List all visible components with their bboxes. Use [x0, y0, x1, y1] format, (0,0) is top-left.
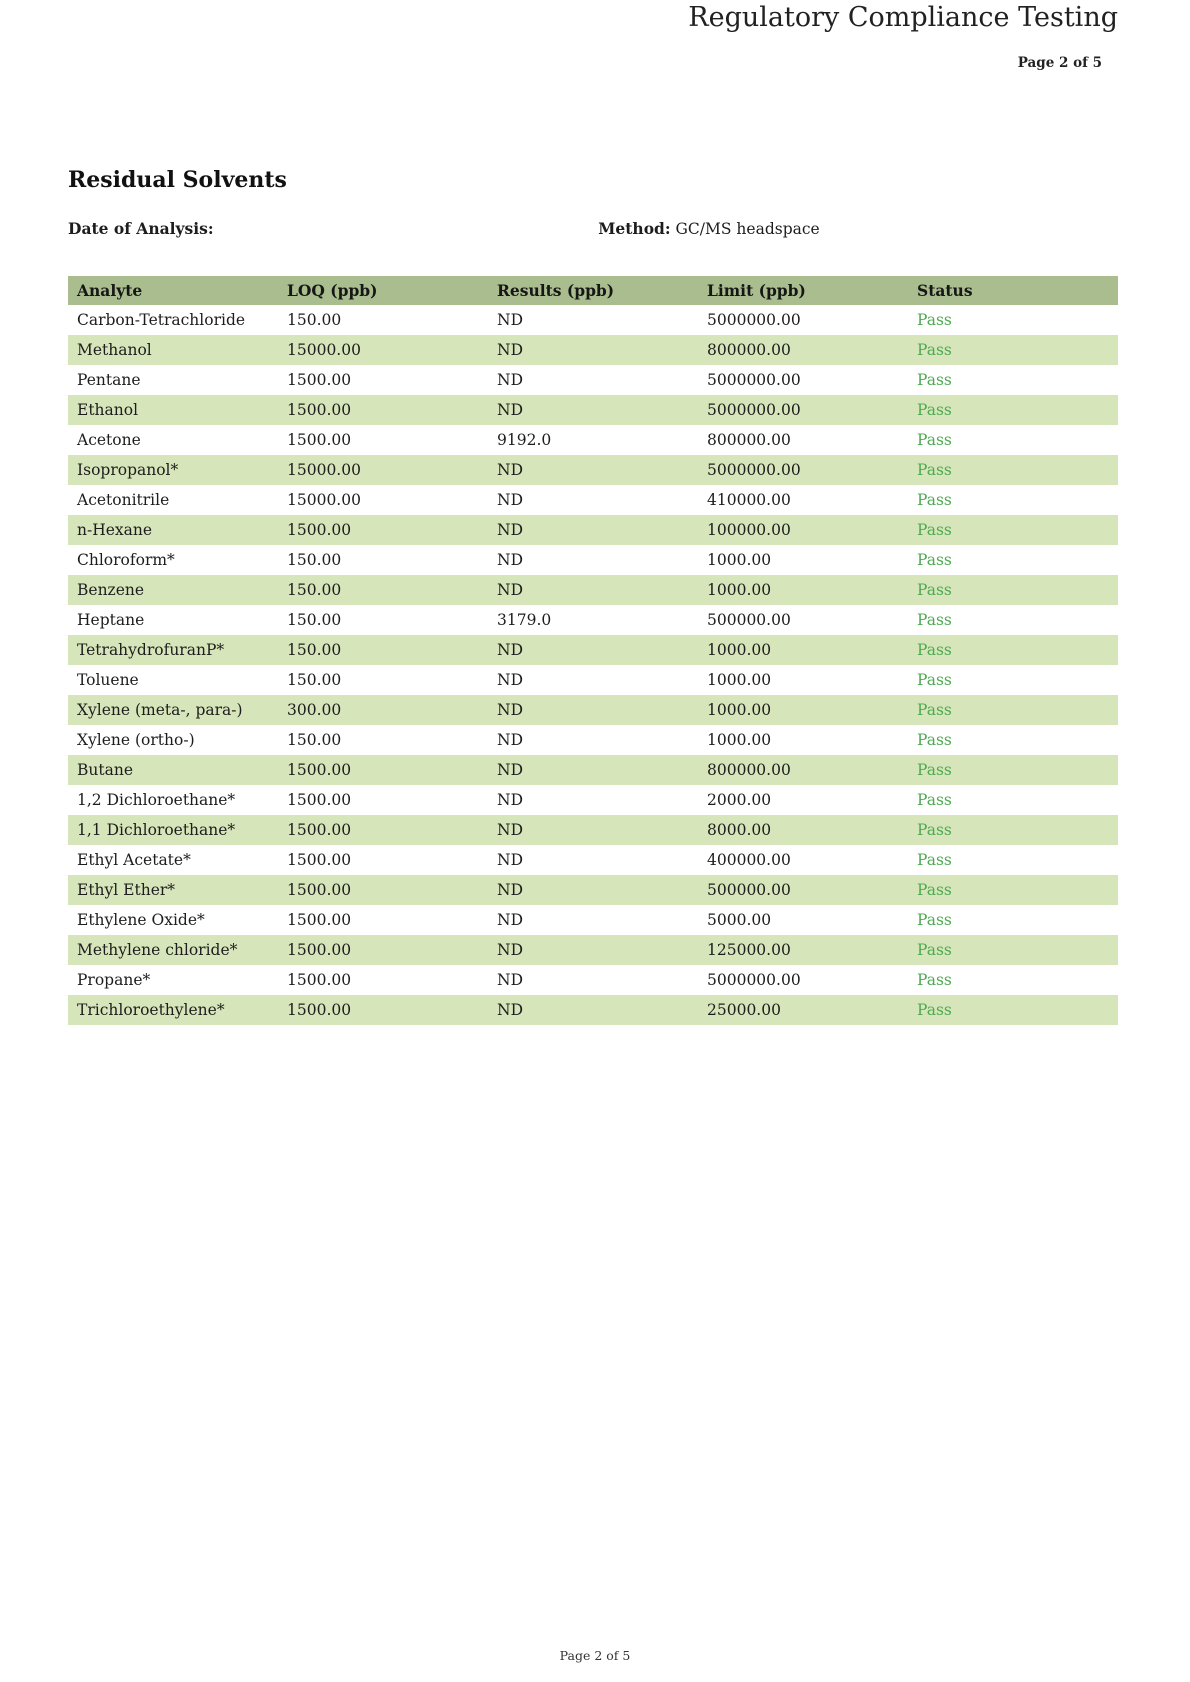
method-label: Method:	[598, 218, 671, 238]
table-row	[68, 695, 1118, 725]
results-cell: ND	[497, 791, 523, 810]
loq-cell: 1500.00	[287, 971, 352, 990]
results-cell: ND	[488, 755, 698, 785]
analyte-cell: Ethylene Oxide*	[77, 911, 205, 930]
analyte-cell: Propane*	[77, 971, 151, 990]
limit-cell: 1000.00	[698, 695, 908, 725]
results-cell: ND	[488, 335, 698, 365]
limit-cell: 410000.00	[707, 491, 791, 510]
table-row	[68, 305, 1118, 335]
column-header-loq: LOQ (ppb)	[278, 276, 488, 305]
table-row	[68, 965, 1118, 995]
loq-cell: 1500.00	[278, 935, 488, 965]
section-title: Residual Solvents	[68, 167, 287, 194]
results-cell: ND	[497, 731, 523, 750]
limit-cell: 1000.00	[707, 551, 772, 570]
method-value: GC/MS headspace	[675, 219, 820, 238]
status-cell: Pass	[908, 935, 1118, 965]
status-cell: Pass	[917, 611, 952, 630]
loq-cell: 1500.00	[278, 995, 488, 1025]
results-cell: ND	[488, 455, 698, 485]
analysis-meta-row	[68, 220, 1118, 239]
loq-cell: 15000.00	[278, 335, 488, 365]
results-cell: ND	[497, 671, 523, 690]
status-cell: Pass	[908, 755, 1118, 785]
limit-cell: 25000.00	[698, 995, 908, 1025]
table-row	[68, 515, 1118, 545]
status-cell: Pass	[908, 455, 1118, 485]
limit-cell: 5000.00	[707, 911, 772, 930]
limit-cell: 100000.00	[698, 515, 908, 545]
document-title: Regulatory Compliance Testing	[688, 2, 1118, 33]
limit-cell: 2000.00	[707, 791, 772, 810]
loq-cell: 15000.00	[278, 455, 488, 485]
results-cell: ND	[497, 911, 523, 930]
table-row	[68, 725, 1118, 755]
column-header-analyte: Analyte	[68, 276, 278, 305]
results-cell: 3179.0	[497, 611, 552, 630]
limit-cell: 125000.00	[698, 935, 908, 965]
results-cell: ND	[488, 815, 698, 845]
page-indicator-top: Page 2 of 5	[1017, 55, 1102, 72]
table-row	[68, 545, 1118, 575]
date-of-analysis	[68, 220, 598, 239]
analyte-cell: Ethyl Acetate*	[77, 851, 191, 870]
status-cell: Pass	[917, 971, 952, 990]
limit-cell: 1000.00	[698, 575, 908, 605]
table-row	[68, 665, 1118, 695]
loq-cell: 1500.00	[287, 791, 352, 810]
table-row	[68, 905, 1118, 935]
analyte-cell: Benzene	[68, 575, 278, 605]
limit-cell: 800000.00	[707, 431, 791, 450]
status-cell: Pass	[908, 635, 1118, 665]
table-row	[68, 635, 1118, 665]
table-row	[68, 575, 1118, 605]
analyte-cell: 1,2 Dichloroethane*	[77, 791, 236, 810]
results-cell: ND	[497, 851, 523, 870]
table-row	[68, 935, 1118, 965]
analyte-cell: Ethanol	[68, 395, 278, 425]
status-cell: Pass	[917, 551, 952, 570]
status-cell: Pass	[917, 731, 952, 750]
analyte-cell: Trichloroethylene*	[68, 995, 278, 1025]
loq-cell: 1500.00	[278, 755, 488, 785]
residual-solvents-table	[68, 276, 1118, 1025]
analyte-cell: Methylene chloride*	[68, 935, 278, 965]
table-row	[68, 425, 1118, 455]
table-row	[68, 875, 1118, 905]
limit-cell: 500000.00	[698, 875, 908, 905]
limit-cell: 400000.00	[707, 851, 791, 870]
limit-cell: 5000000.00	[707, 971, 801, 990]
date-of-analysis-label: Date of Analysis:	[68, 218, 214, 238]
column-header-status: Status	[908, 276, 1118, 305]
table-row	[68, 455, 1118, 485]
analyte-cell: Methanol	[68, 335, 278, 365]
limit-cell: 1000.00	[698, 635, 908, 665]
page-indicator-bottom: Page 2 of 5	[559, 1648, 631, 1663]
status-cell: Pass	[917, 791, 952, 810]
results-cell: ND	[488, 935, 698, 965]
loq-cell: 150.00	[278, 635, 488, 665]
results-cell: ND	[497, 971, 523, 990]
analyte-cell: Heptane	[77, 611, 145, 630]
page-content	[68, 0, 1118, 1025]
table-row	[68, 395, 1118, 425]
table-row	[68, 365, 1118, 395]
loq-cell: 150.00	[287, 731, 342, 750]
status-cell: Pass	[908, 875, 1118, 905]
limit-cell: 800000.00	[698, 335, 908, 365]
status-cell: Pass	[917, 491, 952, 510]
table-row	[68, 815, 1118, 845]
analyte-cell: Pentane	[77, 371, 141, 390]
status-cell: Pass	[917, 431, 952, 450]
status-cell: Pass	[908, 395, 1118, 425]
limit-cell: 5000000.00	[707, 371, 801, 390]
solvents-table-body	[68, 305, 1118, 1025]
table-row	[68, 995, 1118, 1025]
analyte-cell: Xylene (meta-, para-)	[68, 695, 278, 725]
loq-cell: 1500.00	[287, 371, 352, 390]
loq-cell: 1500.00	[287, 431, 352, 450]
loq-cell: 1500.00	[287, 851, 352, 870]
analyte-cell: Acetonitrile	[77, 491, 170, 510]
results-cell: ND	[497, 311, 523, 330]
table-row	[68, 785, 1118, 815]
analyte-cell: Isopropanol*	[68, 455, 278, 485]
table-row	[68, 845, 1118, 875]
loq-cell: 150.00	[287, 311, 342, 330]
limit-cell: 8000.00	[698, 815, 908, 845]
column-header-limit: Limit (ppb)	[698, 276, 908, 305]
loq-cell: 150.00	[287, 551, 342, 570]
loq-cell: 150.00	[278, 575, 488, 605]
analyte-cell: Acetone	[77, 431, 141, 450]
column-header-results: Results (ppb)	[488, 276, 698, 305]
status-cell: Pass	[908, 335, 1118, 365]
analyte-cell: 1,1 Dichloroethane*	[68, 815, 278, 845]
status-cell: Pass	[908, 995, 1118, 1025]
analyte-cell: Xylene (ortho-)	[77, 731, 195, 750]
loq-cell: 1500.00	[287, 911, 352, 930]
limit-cell: 800000.00	[698, 755, 908, 785]
analyte-cell: Ethyl Ether*	[68, 875, 278, 905]
results-cell: ND	[488, 635, 698, 665]
limit-cell: 5000000.00	[698, 455, 908, 485]
analyte-cell: Carbon-Tetrachloride	[77, 311, 246, 330]
table-row	[68, 335, 1118, 365]
loq-cell: 1500.00	[278, 875, 488, 905]
limit-cell: 500000.00	[707, 611, 791, 630]
analyte-cell: n-Hexane	[68, 515, 278, 545]
results-cell: ND	[488, 395, 698, 425]
table-row	[68, 755, 1118, 785]
results-cell: ND	[488, 875, 698, 905]
status-cell: Pass	[917, 911, 952, 930]
results-cell: ND	[497, 371, 523, 390]
limit-cell: 1000.00	[707, 731, 772, 750]
loq-cell: 300.00	[278, 695, 488, 725]
results-cell: ND	[497, 491, 523, 510]
method	[598, 220, 1118, 239]
analyte-cell: Butane	[68, 755, 278, 785]
table-header	[68, 276, 1118, 305]
status-cell: Pass	[917, 851, 952, 870]
loq-cell: 1500.00	[278, 395, 488, 425]
results-cell: ND	[488, 515, 698, 545]
loq-cell: 1500.00	[278, 515, 488, 545]
analyte-cell: Toluene	[77, 671, 139, 690]
limit-cell: 5000000.00	[698, 395, 908, 425]
limit-cell: 1000.00	[707, 671, 772, 690]
results-cell: ND	[497, 551, 523, 570]
status-cell: Pass	[908, 695, 1118, 725]
status-cell: Pass	[917, 671, 952, 690]
status-cell: Pass	[917, 311, 952, 330]
results-cell: 9192.0	[497, 431, 552, 450]
table-row	[68, 605, 1118, 635]
status-cell: Pass	[908, 515, 1118, 545]
status-cell: Pass	[908, 815, 1118, 845]
table-row	[68, 485, 1118, 515]
status-cell: Pass	[908, 575, 1118, 605]
loq-cell: 150.00	[287, 671, 342, 690]
results-cell: ND	[488, 695, 698, 725]
results-cell: ND	[488, 995, 698, 1025]
limit-cell: 5000000.00	[707, 311, 801, 330]
table-header-row	[68, 276, 1118, 305]
analyte-cell: TetrahydrofuranP*	[68, 635, 278, 665]
analyte-cell: Chloroform*	[77, 551, 175, 570]
results-cell: ND	[488, 575, 698, 605]
loq-cell: 15000.00	[287, 491, 361, 510]
loq-cell: 150.00	[287, 611, 342, 630]
loq-cell: 1500.00	[278, 815, 488, 845]
status-cell: Pass	[917, 371, 952, 390]
